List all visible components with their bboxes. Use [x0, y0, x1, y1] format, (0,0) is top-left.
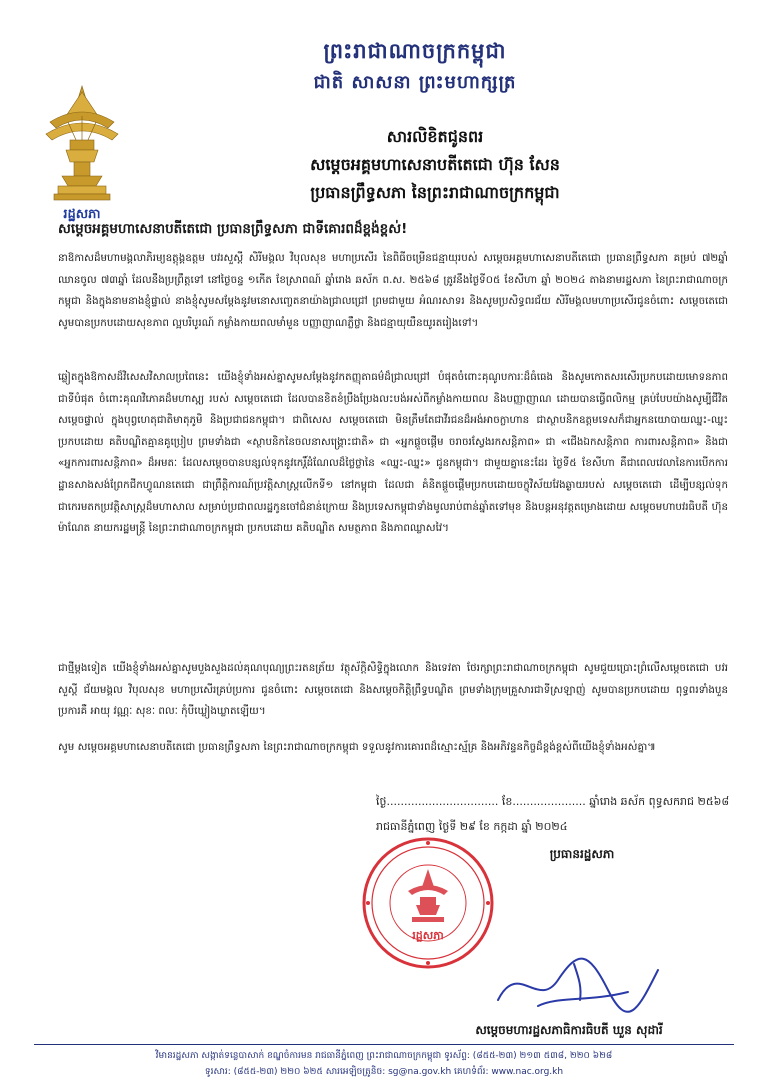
body-paragraph-3: ជាថ្មីម្ដងទៀត យើងខ្ញុំទាំងអស់គ្នាសូមបួងសួងដល់គុណបុណ្យព្រះរតនត្រ័យ វត្ថុស័ក្តិសិទ្ធិក្នុងលោក និងទេវតា ថែរក្សាព្រះរាជាណាចក្រកម្ពុជា សូមជួយប្រោះព្រំលើសម្ដេចតេជោ បវរសួស្ដី ជ័យមង្គល វិបុលសុខ មហាប្រសើរគ្រប់ប្រការ ជូនចំពោះ សម្ដេចតេជោ និងសម្ដេចកិត្តិព្រឹទ្ធបណ្ឌិត ព្រមទាំងក្រុមគ្រួសារជាទីស្រឡាញ់ សូមបានប្រកបដោយ ពុទ្ធពរទាំងបួនប្រការគឺ អាយុ វណ្ណៈ សុខៈ ពលៈ កុំបីឃ្លៀងឃ្លាតឡើយ។: [58, 662, 728, 718]
footer-address: វិមានរដ្ឋសភា សង្កាត់ទន្លេបាសាក់ ខណ្ឌចំការមន រាជធានីភ្នំពេញ ព្រះរាជាណាចក្រកម្ពុជា ទូរស័ព្ទ: (៨៥៥-២៣) ២១៣ ៥៣៨, ២២០ ៦២៨: [155, 1051, 613, 1061]
footer-divider: [34, 1044, 734, 1045]
letter-title: សារលិខិតជូនពរ: [386, 127, 484, 146]
handwritten-signature-icon: [478, 940, 678, 1024]
signatory-name: សម្ដេចមហារដ្ឋសភាធិការធិបតី ឃួន សុដារី: [475, 1023, 663, 1037]
recipient-name: សម្ដេចអគ្គមហាសេនាបតីតេជោ ហ៊ុន សែន: [310, 155, 560, 174]
national-assembly-emblem-icon: [38, 82, 126, 204]
svg-text:រដ្ឋសភា: រដ្ឋសភា: [412, 929, 444, 942]
footer-contact: ទូរសារ: (៨៥៥-២៣) ២២០ ៦២៥ សារអេឡិចត្រូនិច: sg@na.gov.kh គេហទំព័រ: www.nac.org.kh: [204, 1067, 564, 1077]
closing-paragraph: សូម សម្ដេចអគ្គមហាសេនាបតីតេជោ ប្រធានព្រឹទ្ធសភា នៃព្រះរាជាណាចក្រកម្ពុជា ទទួលនូវការគោរពដ៏ស្មោះស្ម័គ្រ និងអភិវន្ទនកិច្ចដ៏ខ្ពង់ខ្ពស់ពីយើងខ្ញុំទាំងអស់គ្នា៕: [58, 741, 656, 753]
lunar-date-line: ថ្ងៃ................................ ខែ..................... ឆ្នាំរោង ឆស័ក ពុទ្ធសករាជ ២៥៦៨: [376, 795, 730, 808]
official-seal-icon: [360, 835, 496, 971]
institution-name: រដ្ឋសភា: [63, 207, 101, 222]
signatory-title: ប្រធានរដ្ឋសភា: [549, 847, 615, 861]
body-paragraph-1: នាឱកាសដ៏មហាមង្គលាភិរម្យឧត្ដុង្គឧត្ដម បវរសួស្ដី សិរីមង្គល វិបុលសុខ មហាប្រសើរ នៃពិធីចម្រើនជន្មាយុរបស់ សម្ដេចអគ្គមហាសេនាបតីតេជោ ប្រធានព្រឹទ្ធសភា គម្រប់ ៧២ឆ្នាំ ឈានចូល ៧៣ឆ្នាំ ដែលនឹងប្រព្រឹត្តទៅ នៅថ្ងៃចន្ទ ១កើត ខែស្រាពណ៍ ឆ្នាំរោង ឆស័ក ព.ស. ២៥៦៨ ត្រូវនឹងថ្ងៃទី០៥ ខែសីហា ឆ្នាំ ២០២៤ តាងនាមរដ្ឋសភា នៃព្រះរាជាណាចក្រកម្ពុជា និងក្នុងនាមនាងខ្ញុំផ្ទាល់ នាងខ្ញុំសូមសម្ដែងនូវមនោសញ្ចេតនាយ៉ាងជ្រាលជ្រៅ ព្រមជាមួយ អំណរសាទរ និងសូមប្រសិទ្ធពរជ័យ សិរីមង្គលមហាប្រសើរជូនចំពោះ សម្ដេចតេជោ សូមបានប្រកបដោយសុខភាព ល្អបរិបូរណ៍ កម្លាំងកាយពលមាំមួន បញ្ញាញាណភ្លឺថ្លា និងជន្មាយុយឺនយូរតរៀងទៅ។: [58, 252, 728, 329]
recipient-position: ប្រធានព្រឹទ្ធសភា នៃព្រះរាជាណាចក្រកម្ពុជា: [310, 183, 560, 202]
national-motto: ជាតិ សាសនា ព្រះមហាក្សត្រ: [313, 72, 517, 93]
salutation: សម្ដេចអគ្គមហាសេនាបតីតេជោ ប្រធានព្រឹទ្ធសភា ជាទីគោរពដ៏ខ្ពង់ខ្ពស់!: [58, 221, 408, 237]
gregorian-date-line: រាជធានីភ្នំពេញ ថ្ងៃទី ២៩ ខែ កក្កដា ឆ្នាំ ២០២៤: [376, 820, 568, 833]
kingdom-heading: ព្រះរាជាណាចក្រកម្ពុជា: [323, 39, 507, 63]
body-paragraph-2: ឆ្លៀតក្នុងឱកាសដ៏វិសេសវិសាលប្រពៃនេះ យើងខ្ញុំទាំងអស់គ្នាសូមសម្ដែងនូវកតញ្ញុតាធម៌ដ៏ជ្រាលជ្រៅ បំផុតចំពោះគុណូបការៈដ៏ធំធេង និងសូមកោតសរសើរប្រកបដោយមោទនភាពជាទីបំផុត ចំពោះគុណវិភោគដ៏មហាស្ដ្យ របស់ សម្ដេចតេជោ ដែលបានខិតខំប្រឹងប្រែងលះបង់អស់ពីកម្លាំងកាយពល និងបញ្ញាញាណ ដោយបានធ្វើពលិកម្ម គ្រប់បែបយ៉ាងសូម្បីជីវិតសម្ដេចផ្ទាល់ ក្នុងបុព្វហេតុជាតិមាតុភូមិ និងប្រជាជនកម្ពុជា។ ជាពិសេស សម្ដេចតេជោ មិនត្រឹមតែជាវីរជនដ៏អង់អាចក្លាហាន ជាស្ថាបនិកឧត្ដមទេសក៏ជាអ្នកនយោបាយឈ្នះ-ឈ្នះ ប្រកបដោយ គតិបណ្ឌិតគ្មានគូប្រៀប ព្រមទាំងជា «ស្ថាបនិកនៃចលនាសង្គ្រោះជាតិ» ជា «អ្នកផ្ដួចផ្ដើម ចរាចរស្វែងរកសន្តិភាព» ជា «ជើងឯកសន្តិភាព ការពារសន្តិភាព» និងជា «អ្នកការពារសន្តិភាព» ដ៏អមតៈ ដែលសម្ដេចបានបន្សល់ទុកនូវកេរ្តិ៍ដំណែលដ៏ថ្លៃថ្លានៃ «ឈ្នះ-ឈ្នះ» ជូនកម្ពុជា។ ជាមួយគ្នានេះដែរ ថ្ងៃទី៥ ខែសីហា គឺជាពេលវេលានៃការបើកការដ្ឋានសាងសង់ព្រែកជីកហ្វូណនតេជោ ជាព្រឹត្តិការណ៍ប្រវត្តិសាស្ត្រលើកទី១ នៅកម្ពុជា ដែលជា គំនិតផ្ដួចផ្ដើមប្រកបដោយចក្ខុវិស័យវែងឆ្ងាយរបស់ សម្ដេចតេជោ ដើម្បីបន្សល់ទុកជាកេរមតកប្រវត្តិសាស្ដ្រដ៏មហាសាល សម្រាប់ប្រជាពលរដ្ឋកូនចៅជំនាន់ក្រោយ និងប្រទេសកម្ពុជាទាំងមូលរាប់ពាន់ឆ្នាំតទៅមុខ និងបន្តអនុវត្តតម្រោងដោយ សម្ដេចមហាបវរធិបតី ហ៊ុន ម៉ាណែត នាយករដ្ឋមន្ត្រី នៃព្រះរាជាណាចក្រកម្ពុជា ប្រកបដោយ គតិបណ្ឌិត សមត្ថភាព និងភាពឈ្លាសវៃ។: [58, 371, 728, 535]
